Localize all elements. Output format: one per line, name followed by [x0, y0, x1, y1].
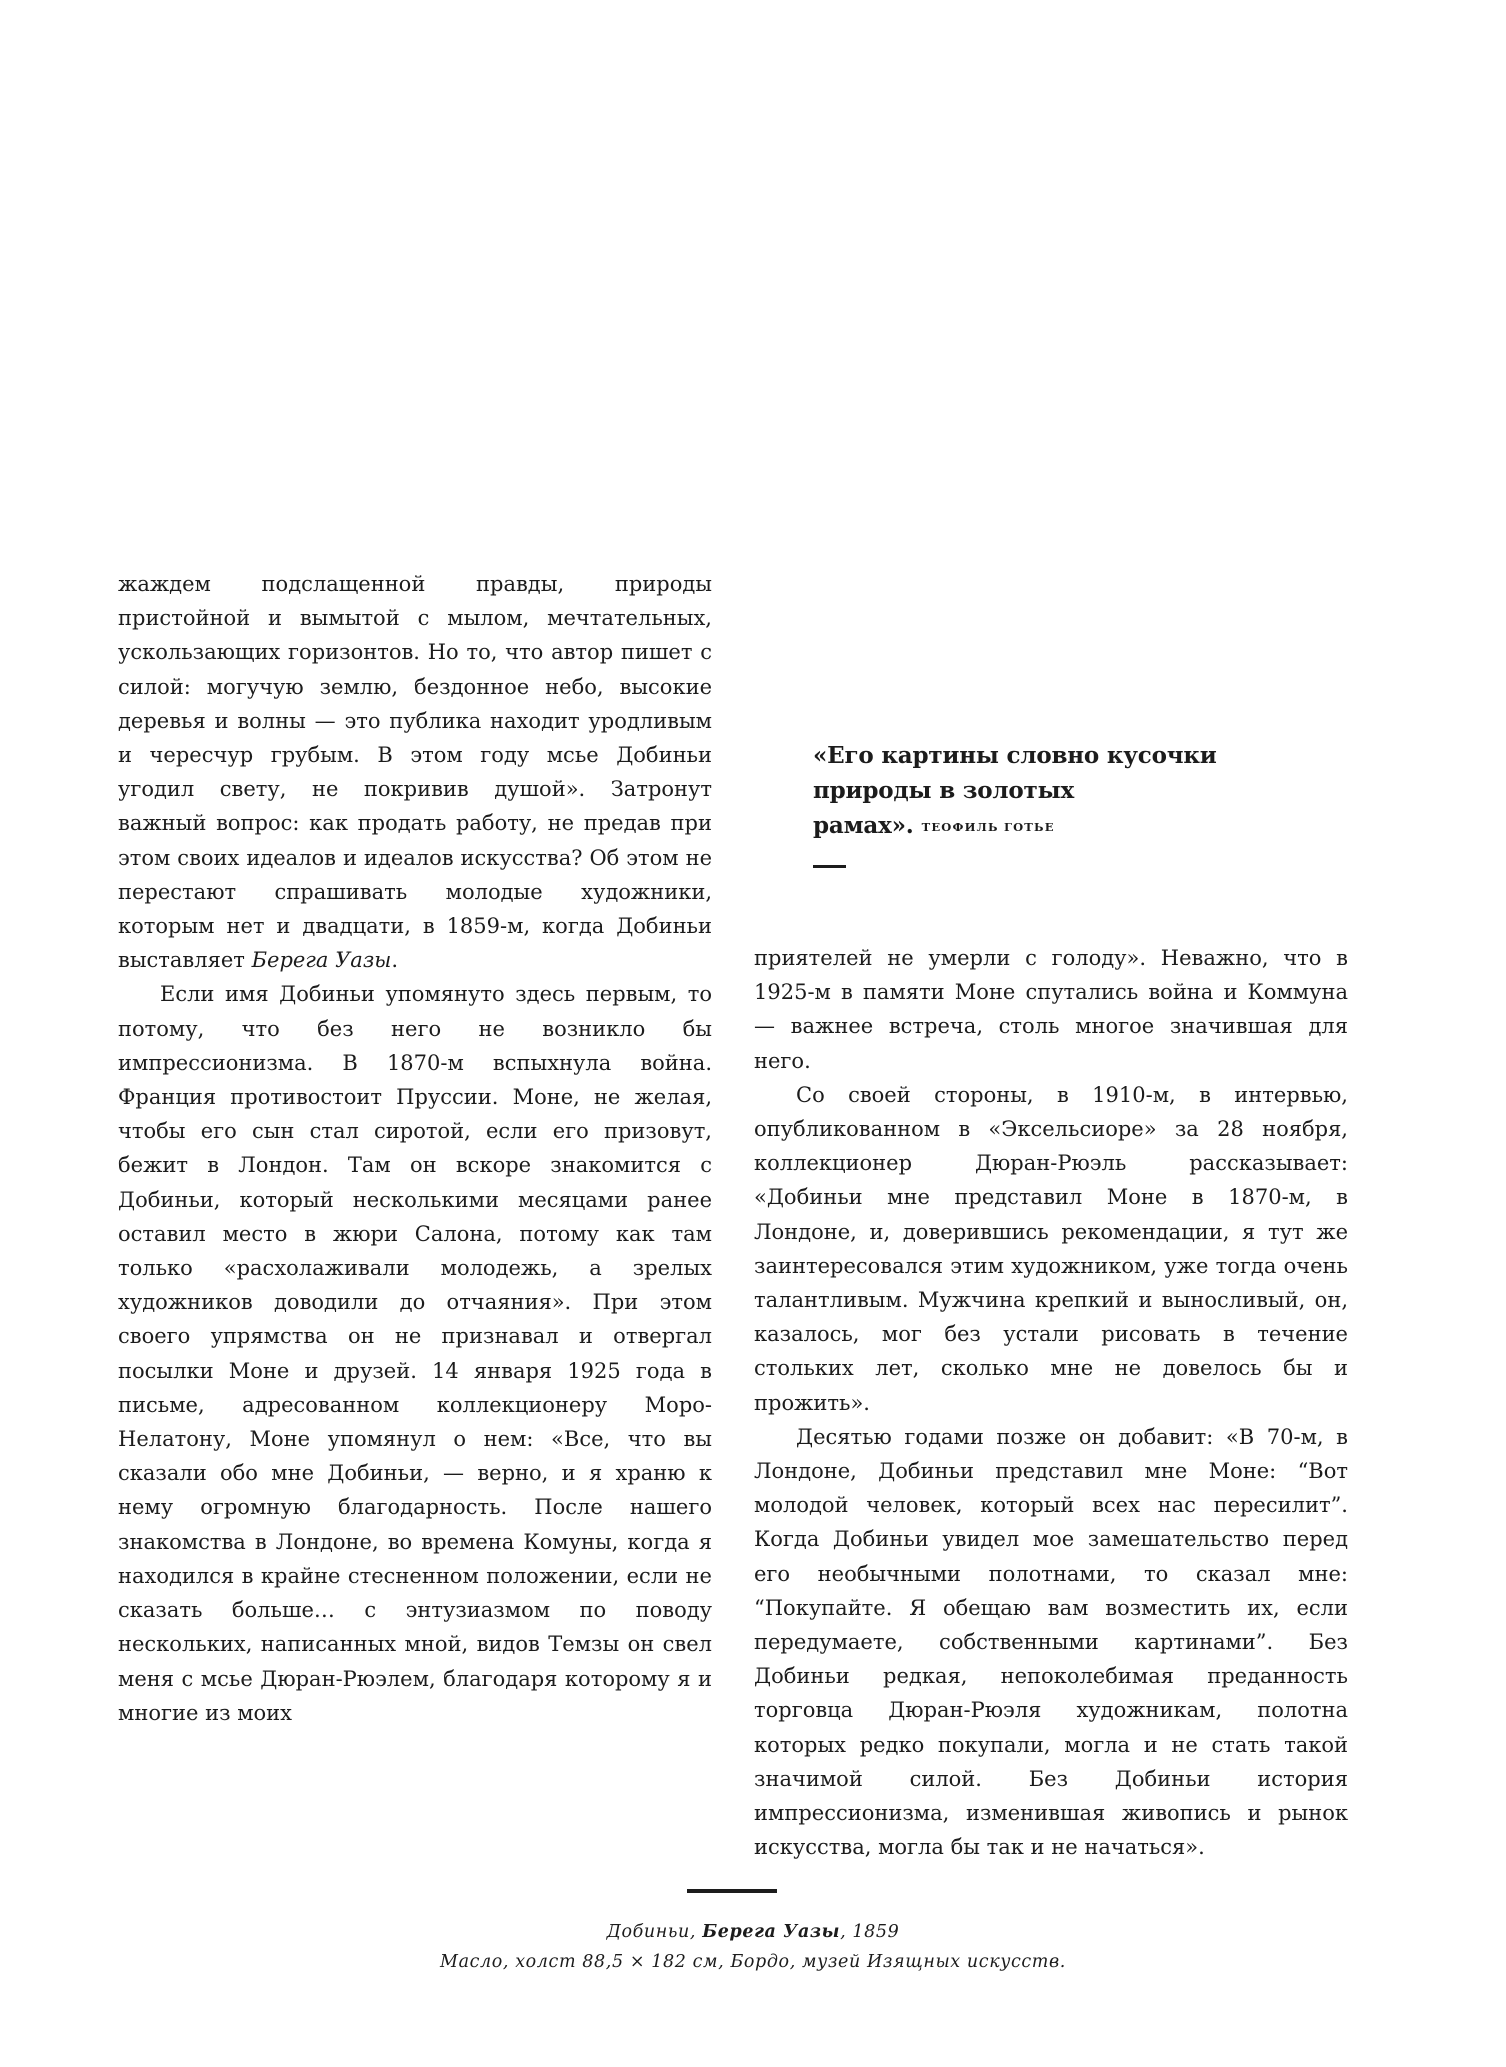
right-paragraph-3: Десятью годами позже он добавит: «В 70-м, в Лондоне, Добиньи представил мне Моне: “Вот молодой человек, который всех нас пересилит”. Когда Добиньи увидел мое замешательство перед его необычными полотнами, то сказал мне: “Покупайте. Я обещаю вам возместить их, если передумаете, собственными картинами”. Без Добиньи редкая, непоколебимая преданность торговца Дюран-Рюэля художникам, полотна которых редко покупали, могла и не стать такой значимой силой. Без Добиньи история импрессионизма, изменившая живопись и рынок искусства, могла бы так и не начаться».: [754, 1424, 1348, 1860]
caption-divider: [687, 1889, 777, 1893]
caption-title: Берега Уазы: [702, 1922, 841, 1942]
left-paragraph-1-text: жаждем подслащенной правды, природы пристойной и вымытой с мылом, мечтательных, ускользающих горизонтов. Но то, что автор пишет с силой: могучую землю, бездонное небо, высокие деревья и волны — это публика находит уродливым и чересчур грубым. В этом году мсье Добиньи угодил свету, не покривив душой». Затронут важный вопрос: как продать работу, не предав при этом своих идеалов и идеалов искусства? Об этом не перестают спрашивать молодые художники, которым нет и двадцати, в 1859-м, когда Добиньи выставляет: [118, 572, 712, 973]
pull-quote-dash: [813, 865, 846, 868]
caption-artist: Добиньи,: [606, 1922, 703, 1942]
painting-title-inline: Берега Уазы: [251, 948, 392, 973]
right-paragraph-2: Со своей стороны, в 1910-м, в интервью, опубликованном в «Эксельсиоре» за 28 ноября, коллекционер Дюран-Рюэль рассказывает: «Добиньи мне представил Моне в 1870-м, в Лондоне, и, доверившись рекомендации, я тут же заинтересовался этим художником, уже тогда очень талантливым. Мужчина крепкий и выносливый, он, казалось, мог без устали рисовать в течение стольких лет, сколько мне не довелось бы и прожить».: [754, 1082, 1348, 1415]
pull-quote-author: ТЕОФИЛЬ ГОТЬЕ: [921, 820, 1055, 834]
right-text-column: [754, 941, 1348, 1864]
image-caption: [303, 1917, 1203, 1977]
pull-quote-text: «Его картины словно кусочки природы в золотых рамах».: [813, 742, 1217, 839]
left-paragraph-1-end: .: [391, 948, 399, 973]
caption-year: , 1859: [840, 1922, 900, 1942]
caption-line-1: [303, 1917, 1203, 1947]
left-text-column: [118, 567, 712, 1730]
left-paragraph-2: Если имя Добиньи упомянуто здесь первым, то потому, что без него не возникло бы импрессионизма. В 1870-м вспыхнула война. Франция противостоит Пруссии. Моне, не желая, чтобы его сын стал сиротой, если его призовут, бежит в Лондон. Там он вскоре знакомится с Добиньи, который несколькими месяцами ранее оставил место в жюри Салона, потому как там только «расхолаживали молодежь, а зрелых художников доводили до отчаяния». При этом своего упрямства он не признавал и отвергал посылки Моне и друзей. 14 января 1925 года в письме, адресованном коллекционеру Моро-Нелатону, Моне упомянул о нем: «Все, что вы сказали обо мне Добиньи, — верно, и я храню к нему огромную благодарность. После нашего знакомства в Лондоне, во времена Комуны, когда я находился в крайне стесненном положении, если не сказать больше… с энтузиазмом по поводу нескольких, написанных мной, видов Темзы он свел меня с мсье Дюран-Рюэлем, благодаря которому я и многие из моих: [118, 982, 712, 1725]
right-paragraph-1: приятелей не умерли с голоду». Неважно, что в 1925-м в памяти Моне спутались война и Коммуна — важнее встреча, столь многое значившая для него.: [754, 946, 1348, 1073]
pull-quote-body: [813, 738, 1233, 845]
caption-details: Масло, холст 88,5 × 182 см, Бордо, музей Изящных искусств.: [440, 1952, 1066, 1972]
left-paragraph-1: [118, 567, 712, 977]
pull-quote: [813, 738, 1233, 868]
